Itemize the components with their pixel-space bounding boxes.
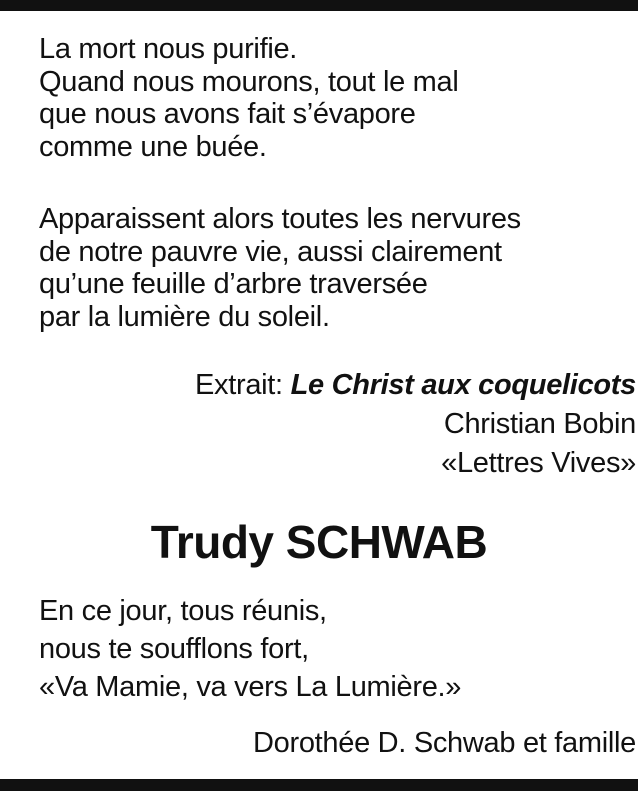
- poem-line: comme une buée.: [39, 130, 267, 163]
- tribute-line: En ce jour, tous réunis,: [39, 595, 327, 627]
- quote-source: [195, 366, 636, 405]
- poem-line: La mort nous purifie.: [39, 33, 298, 65]
- source-author: Christian Bobin: [443, 408, 636, 440]
- tribute-line: nous te soufflons fort,: [39, 633, 309, 665]
- poem-stanza-1: [39, 33, 630, 163]
- source-prefix: Extrait:: [194, 369, 291, 401]
- bottom-border-rule: [0, 779, 638, 791]
- poem-line: qu’une feuille d’arbre traversée: [39, 268, 428, 300]
- source-publisher: «Lettres Vives»: [441, 447, 636, 479]
- poem-line: que nous avons fait s’évapore: [39, 98, 416, 130]
- family-tribute: [39, 592, 630, 706]
- tribute-line: «Va Mamie, va vers La Lumière.»: [39, 671, 462, 703]
- source-work-title: Le Christ aux coquelicots: [290, 369, 636, 401]
- poem-line: par la lumière du soleil.: [39, 300, 330, 333]
- family-signature: Dorothée D. Schwab et famille: [253, 727, 636, 759]
- poem-line: Apparaissent alors toutes les nervures: [39, 203, 521, 235]
- poem-line: de notre pauvre vie, aussi clairement: [39, 235, 502, 268]
- poem-stanza-2: [39, 203, 630, 333]
- poem-line: Quand nous mourons, tout le mal: [39, 65, 459, 98]
- deceased-name: Trudy SCHWAB: [150, 516, 488, 568]
- top-border-rule: [0, 0, 638, 11]
